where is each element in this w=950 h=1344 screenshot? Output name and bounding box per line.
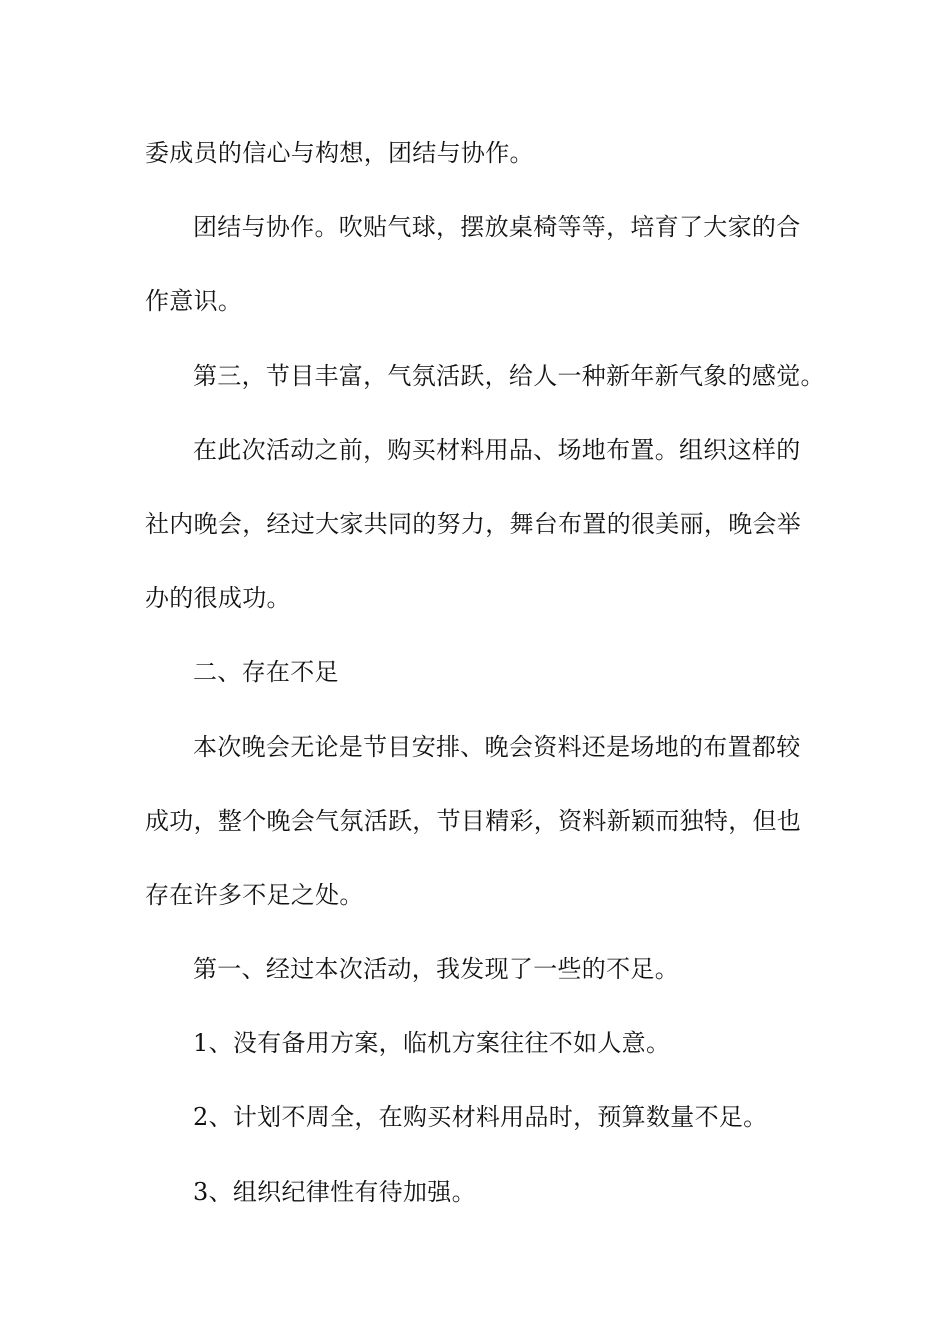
text-line-paragraph-start: 在此次活动之前，购买材料用品、场地布置。组织这样的: [193, 435, 801, 464]
list-item: 2、计划不周全，在购买材料用品时，预算数量不足。: [193, 1103, 768, 1132]
document-body: [145, 131, 825, 1244]
text-line-paragraph-start: 第一、经过本次活动，我发现了一些的不足。: [193, 955, 679, 984]
text-line-continuation: 成功，整个晚会气氛活跃，节目精彩，资料新颖而独特，但也: [145, 806, 802, 835]
section-heading: 二、存在不足: [193, 658, 339, 687]
list-item: 1、没有备用方案，临机方案往往不如人意。: [193, 1029, 671, 1058]
list-item: 3、组织纪律性有待加强。: [193, 1177, 476, 1206]
text-line-paragraph-start: 团结与协作。吹贴气球，摆放桌椅等等，培育了大家的合: [193, 213, 801, 242]
text-line-continuation: 作意识。: [145, 287, 243, 316]
text-line-paragraph-start: 本次晚会无论是节目安排、晚会资料还是场地的布置都较: [193, 732, 801, 761]
text-line-continuation: 存在许多不足之处。: [145, 880, 364, 909]
text-line-continuation: 委成员的信心与构想，团结与协作。: [145, 139, 534, 167]
text-line-continuation: 社内晚会，经过大家共同的努力，舞台布置的很美丽，晚会举: [145, 509, 802, 538]
text-line-paragraph-start: 第三，节目丰富，气氛活跃，给人一种新年新气象的感觉。: [193, 361, 825, 390]
text-line-continuation: 办的很成功。: [145, 584, 291, 613]
